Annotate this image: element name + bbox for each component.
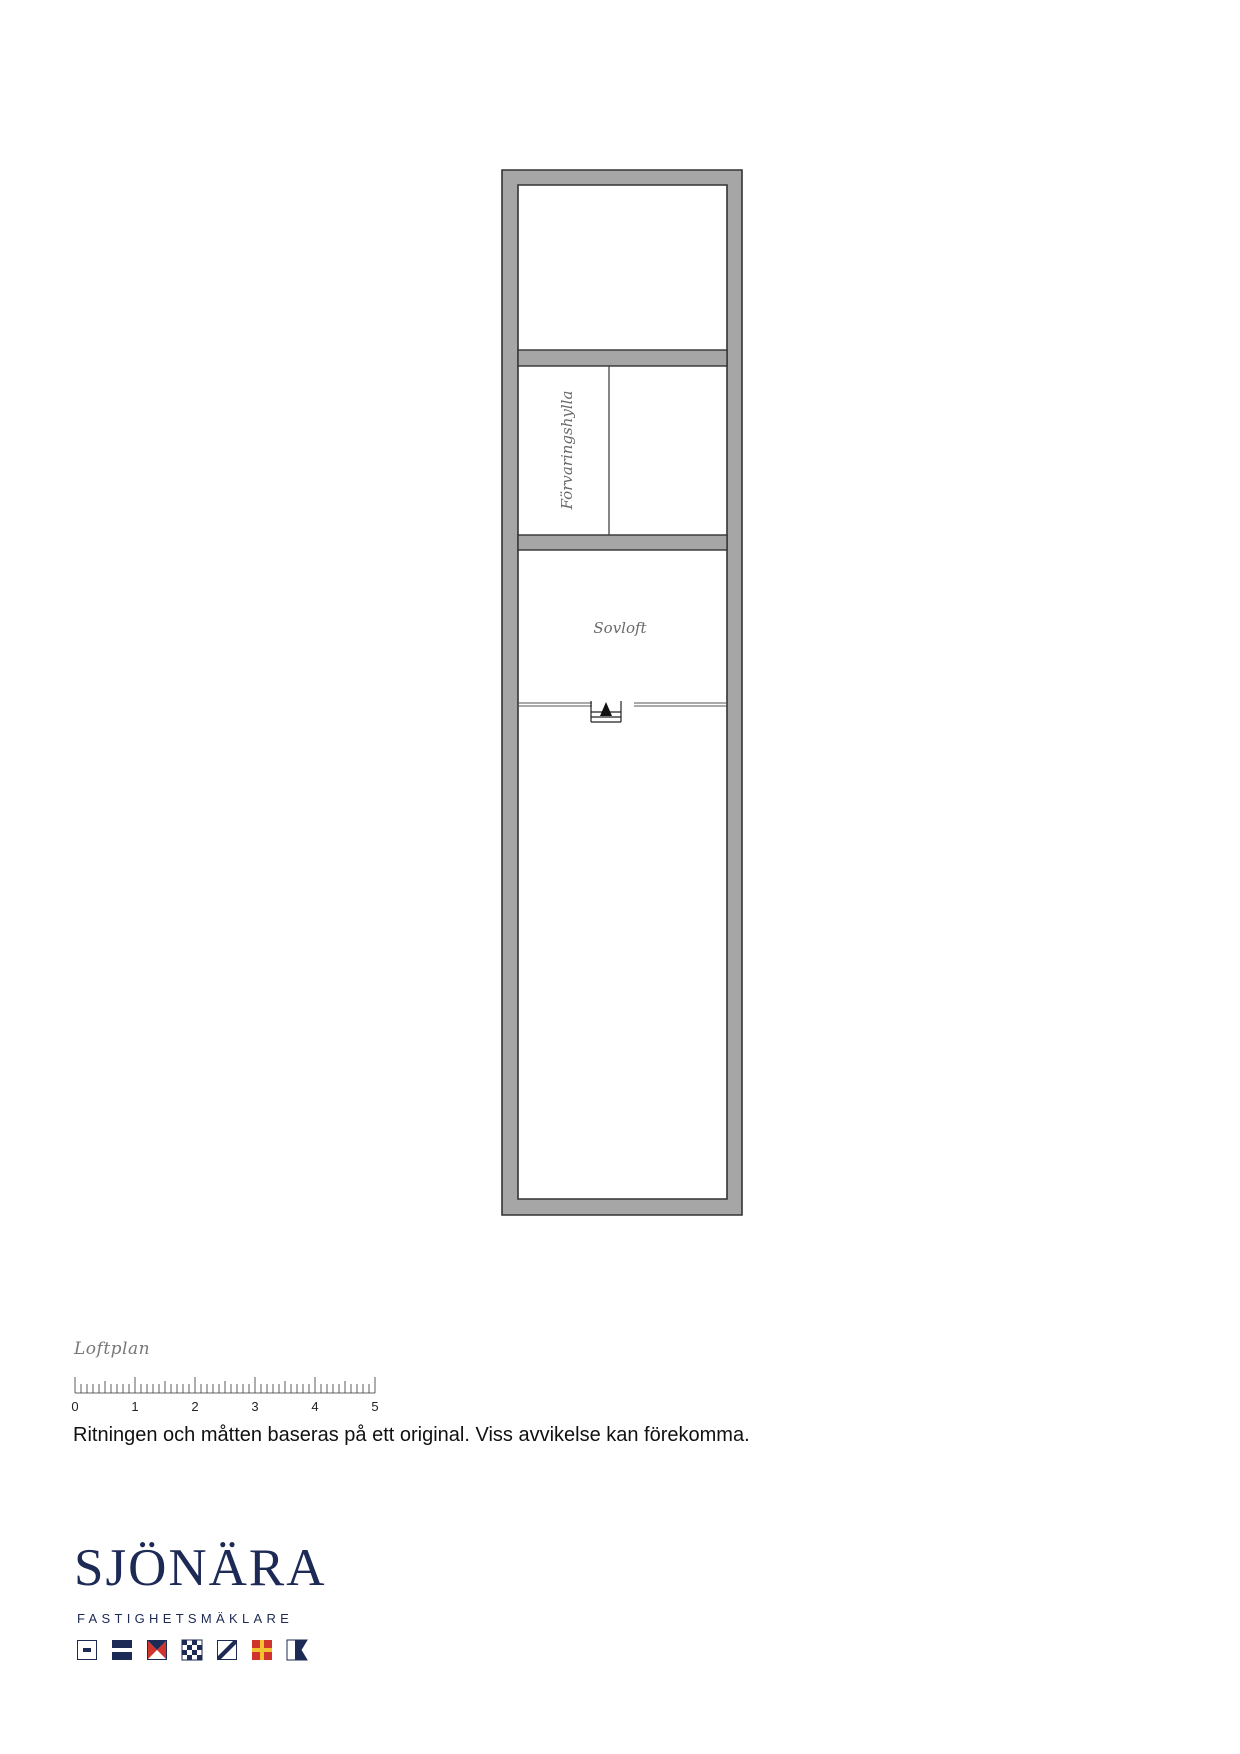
scale-bar xyxy=(71,1375,384,1415)
scale-tick-label: 1 xyxy=(131,1399,139,1414)
outer-wall xyxy=(502,170,742,1215)
nautical-flag-3-icon xyxy=(148,1641,167,1660)
scale-tick-label: 3 xyxy=(251,1399,259,1414)
nautical-flag-6-icon xyxy=(252,1640,272,1660)
sleeping-loft-label: Sovloft xyxy=(593,619,647,637)
interior-wall-1 xyxy=(518,350,727,366)
stair-icon xyxy=(591,701,621,722)
nautical-flag-5-icon xyxy=(217,1640,237,1660)
scale-tick-label: 5 xyxy=(371,1399,379,1414)
scale-tick-label: 2 xyxy=(191,1399,199,1414)
nautical-flag-7-icon xyxy=(287,1640,307,1660)
nautical-flags xyxy=(77,1640,317,1662)
floor-title: Loftplan xyxy=(74,1339,151,1359)
brand-tagline: FASTIGHETSMÄKLARE xyxy=(77,1611,294,1626)
scale-tick-label: 4 xyxy=(311,1399,319,1414)
interior-wall-2 xyxy=(518,535,727,550)
scale-tick-label: 0 xyxy=(71,1399,79,1414)
nautical-flag-4-icon xyxy=(182,1640,202,1660)
nautical-flag-2-icon xyxy=(112,1640,132,1660)
disclaimer-text: Ritningen och måtten baseras på ett original. Viss avvikelse kan förekomma. xyxy=(73,1424,750,1446)
nautical-flag-1-icon xyxy=(78,1641,97,1660)
brand-logo-name: SJÖNÄRA xyxy=(74,1539,327,1597)
storage-shelf-label: Förvaringshylla xyxy=(558,390,576,510)
loft-railing xyxy=(518,703,727,706)
